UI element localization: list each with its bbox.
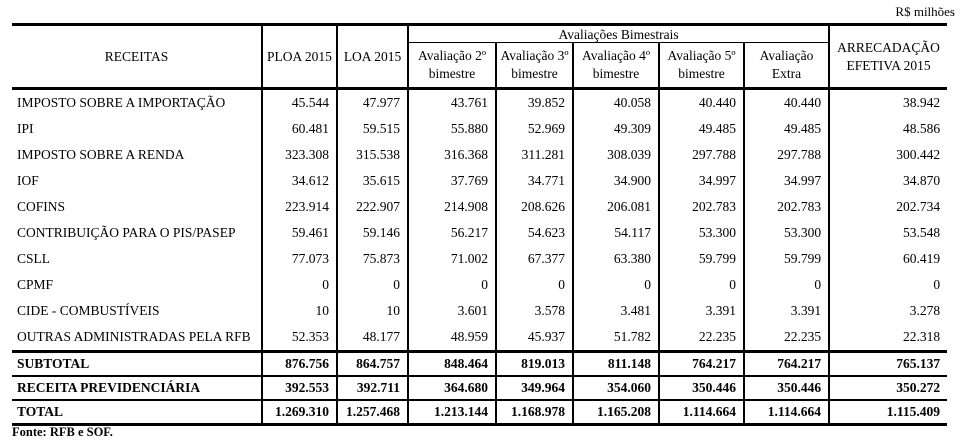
value-cell: 10 — [262, 298, 337, 324]
value-cell: 51.782 — [573, 324, 659, 352]
value-cell: 316.368 — [408, 142, 496, 168]
subcolumn-line1: Avaliação 5º — [667, 48, 736, 63]
value-cell: 392.553 — [262, 376, 337, 400]
value-cell: 53.300 — [744, 220, 829, 246]
value-cell: 60.419 — [829, 246, 947, 272]
value-cell: 67.377 — [496, 246, 573, 272]
value-cell: 40.440 — [659, 89, 744, 117]
value-cell: 3.578 — [496, 298, 573, 324]
value-cell: 52.353 — [262, 324, 337, 352]
value-cell: 22.318 — [829, 324, 947, 352]
value-cell: 1.168.978 — [496, 400, 573, 425]
value-cell: 354.060 — [573, 376, 659, 400]
value-cell: 864.757 — [337, 352, 408, 377]
value-cell: 1.213.144 — [408, 400, 496, 425]
row-label-cell: CIDE - COMBUSTÍVEIS — [17, 303, 160, 318]
row-label-cell: IOF — [17, 173, 39, 188]
value-cell: 811.148 — [573, 352, 659, 377]
value-cell: 297.788 — [659, 142, 744, 168]
value-cell: 53.548 — [829, 220, 947, 246]
table-body — [12, 89, 947, 425]
table-row — [12, 272, 947, 298]
value-cell: 37.769 — [408, 168, 496, 194]
row-label-cell: SUBTOTAL — [12, 352, 262, 377]
table-row — [12, 298, 947, 324]
row-label-cell: CSLL — [17, 251, 51, 266]
value-cell: 49.485 — [744, 116, 829, 142]
row-label-cell: OUTRAS ADMINISTRADAS PELA RFB — [17, 329, 251, 344]
value-cell: 10 — [337, 298, 408, 324]
value-cell: 48.177 — [337, 324, 408, 352]
column-header-avaliacao-2-bimestre — [408, 43, 496, 89]
value-cell: 350.446 — [659, 376, 744, 400]
value-cell: 0 — [408, 272, 496, 298]
value-cell: 43.761 — [408, 89, 496, 117]
value-cell: 48.959 — [408, 324, 496, 352]
column-header-avaliacao-4-bimestre — [573, 43, 659, 89]
value-cell: 55.880 — [408, 116, 496, 142]
value-cell: 53.300 — [659, 220, 744, 246]
value-cell: 222.907 — [337, 194, 408, 220]
value-cell: 1.165.208 — [573, 400, 659, 425]
value-cell: 1.115.409 — [829, 400, 947, 425]
value-cell: 63.380 — [573, 246, 659, 272]
value-cell: 315.538 — [337, 142, 408, 168]
value-cell: 214.908 — [408, 194, 496, 220]
value-cell: 40.058 — [573, 89, 659, 117]
value-cell: 48.586 — [829, 116, 947, 142]
value-cell: 819.013 — [496, 352, 573, 377]
value-cell: 22.235 — [744, 324, 829, 352]
column-header-avaliacao-extra — [744, 43, 829, 89]
row-label-cell: IPI — [17, 121, 34, 136]
column-header-avaliacao-5-bimestre — [659, 43, 744, 89]
value-cell: 56.217 — [408, 220, 496, 246]
value-cell: 34.997 — [659, 168, 744, 194]
value-cell: 71.002 — [408, 246, 496, 272]
value-cell: 202.783 — [744, 194, 829, 220]
value-cell: 40.440 — [744, 89, 829, 117]
subcolumn-line1: Avaliação 4º — [581, 48, 651, 63]
value-cell: 22.235 — [659, 324, 744, 352]
value-cell: 59.799 — [744, 246, 829, 272]
column-header-ploa-2015: PLOA 2015 — [262, 25, 337, 89]
row-label-cell: IMPOSTO SOBRE A IMPORTAÇÃO — [17, 95, 226, 110]
table-row — [12, 324, 947, 352]
subcolumn-line2: bimestre — [592, 66, 640, 81]
value-cell: 3.481 — [573, 298, 659, 324]
value-cell: 45.937 — [496, 324, 573, 352]
value-cell: 60.481 — [262, 116, 337, 142]
value-cell: 59.799 — [659, 246, 744, 272]
value-cell: 34.771 — [496, 168, 573, 194]
value-cell: 1.269.310 — [262, 400, 337, 425]
value-cell: 208.626 — [496, 194, 573, 220]
value-cell: 3.391 — [744, 298, 829, 324]
value-cell: 3.391 — [659, 298, 744, 324]
arrecadacao-line2: EFETIVA 2015 — [846, 57, 931, 73]
subcolumn-line2: Extra — [771, 66, 802, 81]
subcolumn-line2: bimestre — [428, 66, 476, 81]
revenue-table — [12, 23, 947, 426]
subcolumn-line1: Avaliação 2º — [417, 48, 487, 63]
column-header-loa-2015: LOA 2015 — [337, 25, 408, 89]
table-row — [12, 142, 947, 168]
value-cell: 77.073 — [262, 246, 337, 272]
value-cell: 45.544 — [262, 89, 337, 117]
value-cell: 392.711 — [337, 376, 408, 400]
table-row — [12, 168, 947, 194]
value-cell: 0 — [744, 272, 829, 298]
value-cell: 0 — [262, 272, 337, 298]
value-cell: 349.964 — [496, 376, 573, 400]
value-cell: 0 — [496, 272, 573, 298]
value-cell: 1.257.468 — [337, 400, 408, 425]
value-cell: 75.873 — [337, 246, 408, 272]
value-cell: 34.997 — [744, 168, 829, 194]
header-row-top — [12, 25, 947, 43]
value-cell: 764.217 — [744, 352, 829, 377]
summary-row — [12, 376, 947, 400]
value-cell: 47.977 — [337, 89, 408, 117]
row-label-cell: COFINS — [17, 199, 66, 214]
column-header-receitas: RECEITAS — [12, 25, 262, 89]
summary-row — [12, 352, 947, 377]
value-cell: 1.114.664 — [659, 400, 744, 425]
table-row — [12, 89, 947, 117]
value-cell: 848.464 — [408, 352, 496, 377]
column-header-arrecadacao-efetiva — [829, 25, 947, 89]
row-label-cell: CPMF — [17, 277, 54, 292]
subcolumn-line1: Avaliação 3º — [500, 48, 569, 63]
value-cell: 59.461 — [262, 220, 337, 246]
value-cell: 350.446 — [744, 376, 829, 400]
value-cell: 297.788 — [744, 142, 829, 168]
column-group-header-avaliacoes-bimestrais: Avaliações Bimestrais — [408, 25, 829, 43]
source-note: Fonte: RFB e SOF. — [12, 425, 113, 439]
subcolumn-line1: Avaliação — [759, 48, 814, 63]
value-cell: 300.442 — [829, 142, 947, 168]
subcolumn-line2: bimestre — [678, 66, 725, 81]
value-cell: 35.615 — [337, 168, 408, 194]
value-cell: 34.612 — [262, 168, 337, 194]
value-cell: 3.601 — [408, 298, 496, 324]
value-cell: 54.623 — [496, 220, 573, 246]
value-cell: 764.217 — [659, 352, 744, 377]
value-cell: 765.137 — [829, 352, 947, 377]
value-cell: 876.756 — [262, 352, 337, 377]
value-cell: 0 — [659, 272, 744, 298]
value-cell: 350.272 — [829, 376, 947, 400]
value-cell: 59.146 — [337, 220, 408, 246]
value-cell: 3.278 — [829, 298, 947, 324]
value-cell: 38.942 — [829, 89, 947, 117]
table-row — [12, 194, 947, 220]
table-row — [12, 246, 947, 272]
value-cell: 308.039 — [573, 142, 659, 168]
value-cell: 364.680 — [408, 376, 496, 400]
value-cell: 49.309 — [573, 116, 659, 142]
column-header-avaliacao-3-bimestre — [496, 43, 573, 89]
value-cell: 0 — [573, 272, 659, 298]
value-cell: 323.308 — [262, 142, 337, 168]
value-cell: 1.114.664 — [744, 400, 829, 425]
value-cell: 202.734 — [829, 194, 947, 220]
value-cell: 54.117 — [573, 220, 659, 246]
value-cell: 39.852 — [496, 89, 573, 117]
value-cell: 49.485 — [659, 116, 744, 142]
table-row — [12, 116, 947, 142]
value-cell: 59.515 — [337, 116, 408, 142]
value-cell: 311.281 — [496, 142, 573, 168]
value-cell: 34.900 — [573, 168, 659, 194]
subcolumn-line2: bimestre — [511, 66, 558, 81]
row-label-cell: IMPOSTO SOBRE A RENDA — [17, 147, 185, 162]
table-row — [12, 220, 947, 246]
summary-row — [12, 400, 947, 425]
row-label-cell: CONTRIBUIÇÃO PARA O PIS/PASEP — [17, 225, 236, 240]
value-cell: 0 — [829, 272, 947, 298]
value-cell: 202.783 — [659, 194, 744, 220]
row-label-cell: TOTAL — [12, 400, 262, 425]
unit-label: R$ milhões — [895, 4, 955, 19]
value-cell: 52.969 — [496, 116, 573, 142]
value-cell: 223.914 — [262, 194, 337, 220]
value-cell: 0 — [337, 272, 408, 298]
value-cell: 206.081 — [573, 194, 659, 220]
table-header — [12, 25, 947, 89]
arrecadacao-line1: ARRECADAÇÃO — [837, 39, 940, 55]
row-label-cell: RECEITA PREVIDENCIÁRIA — [12, 376, 262, 400]
value-cell: 34.870 — [829, 168, 947, 194]
